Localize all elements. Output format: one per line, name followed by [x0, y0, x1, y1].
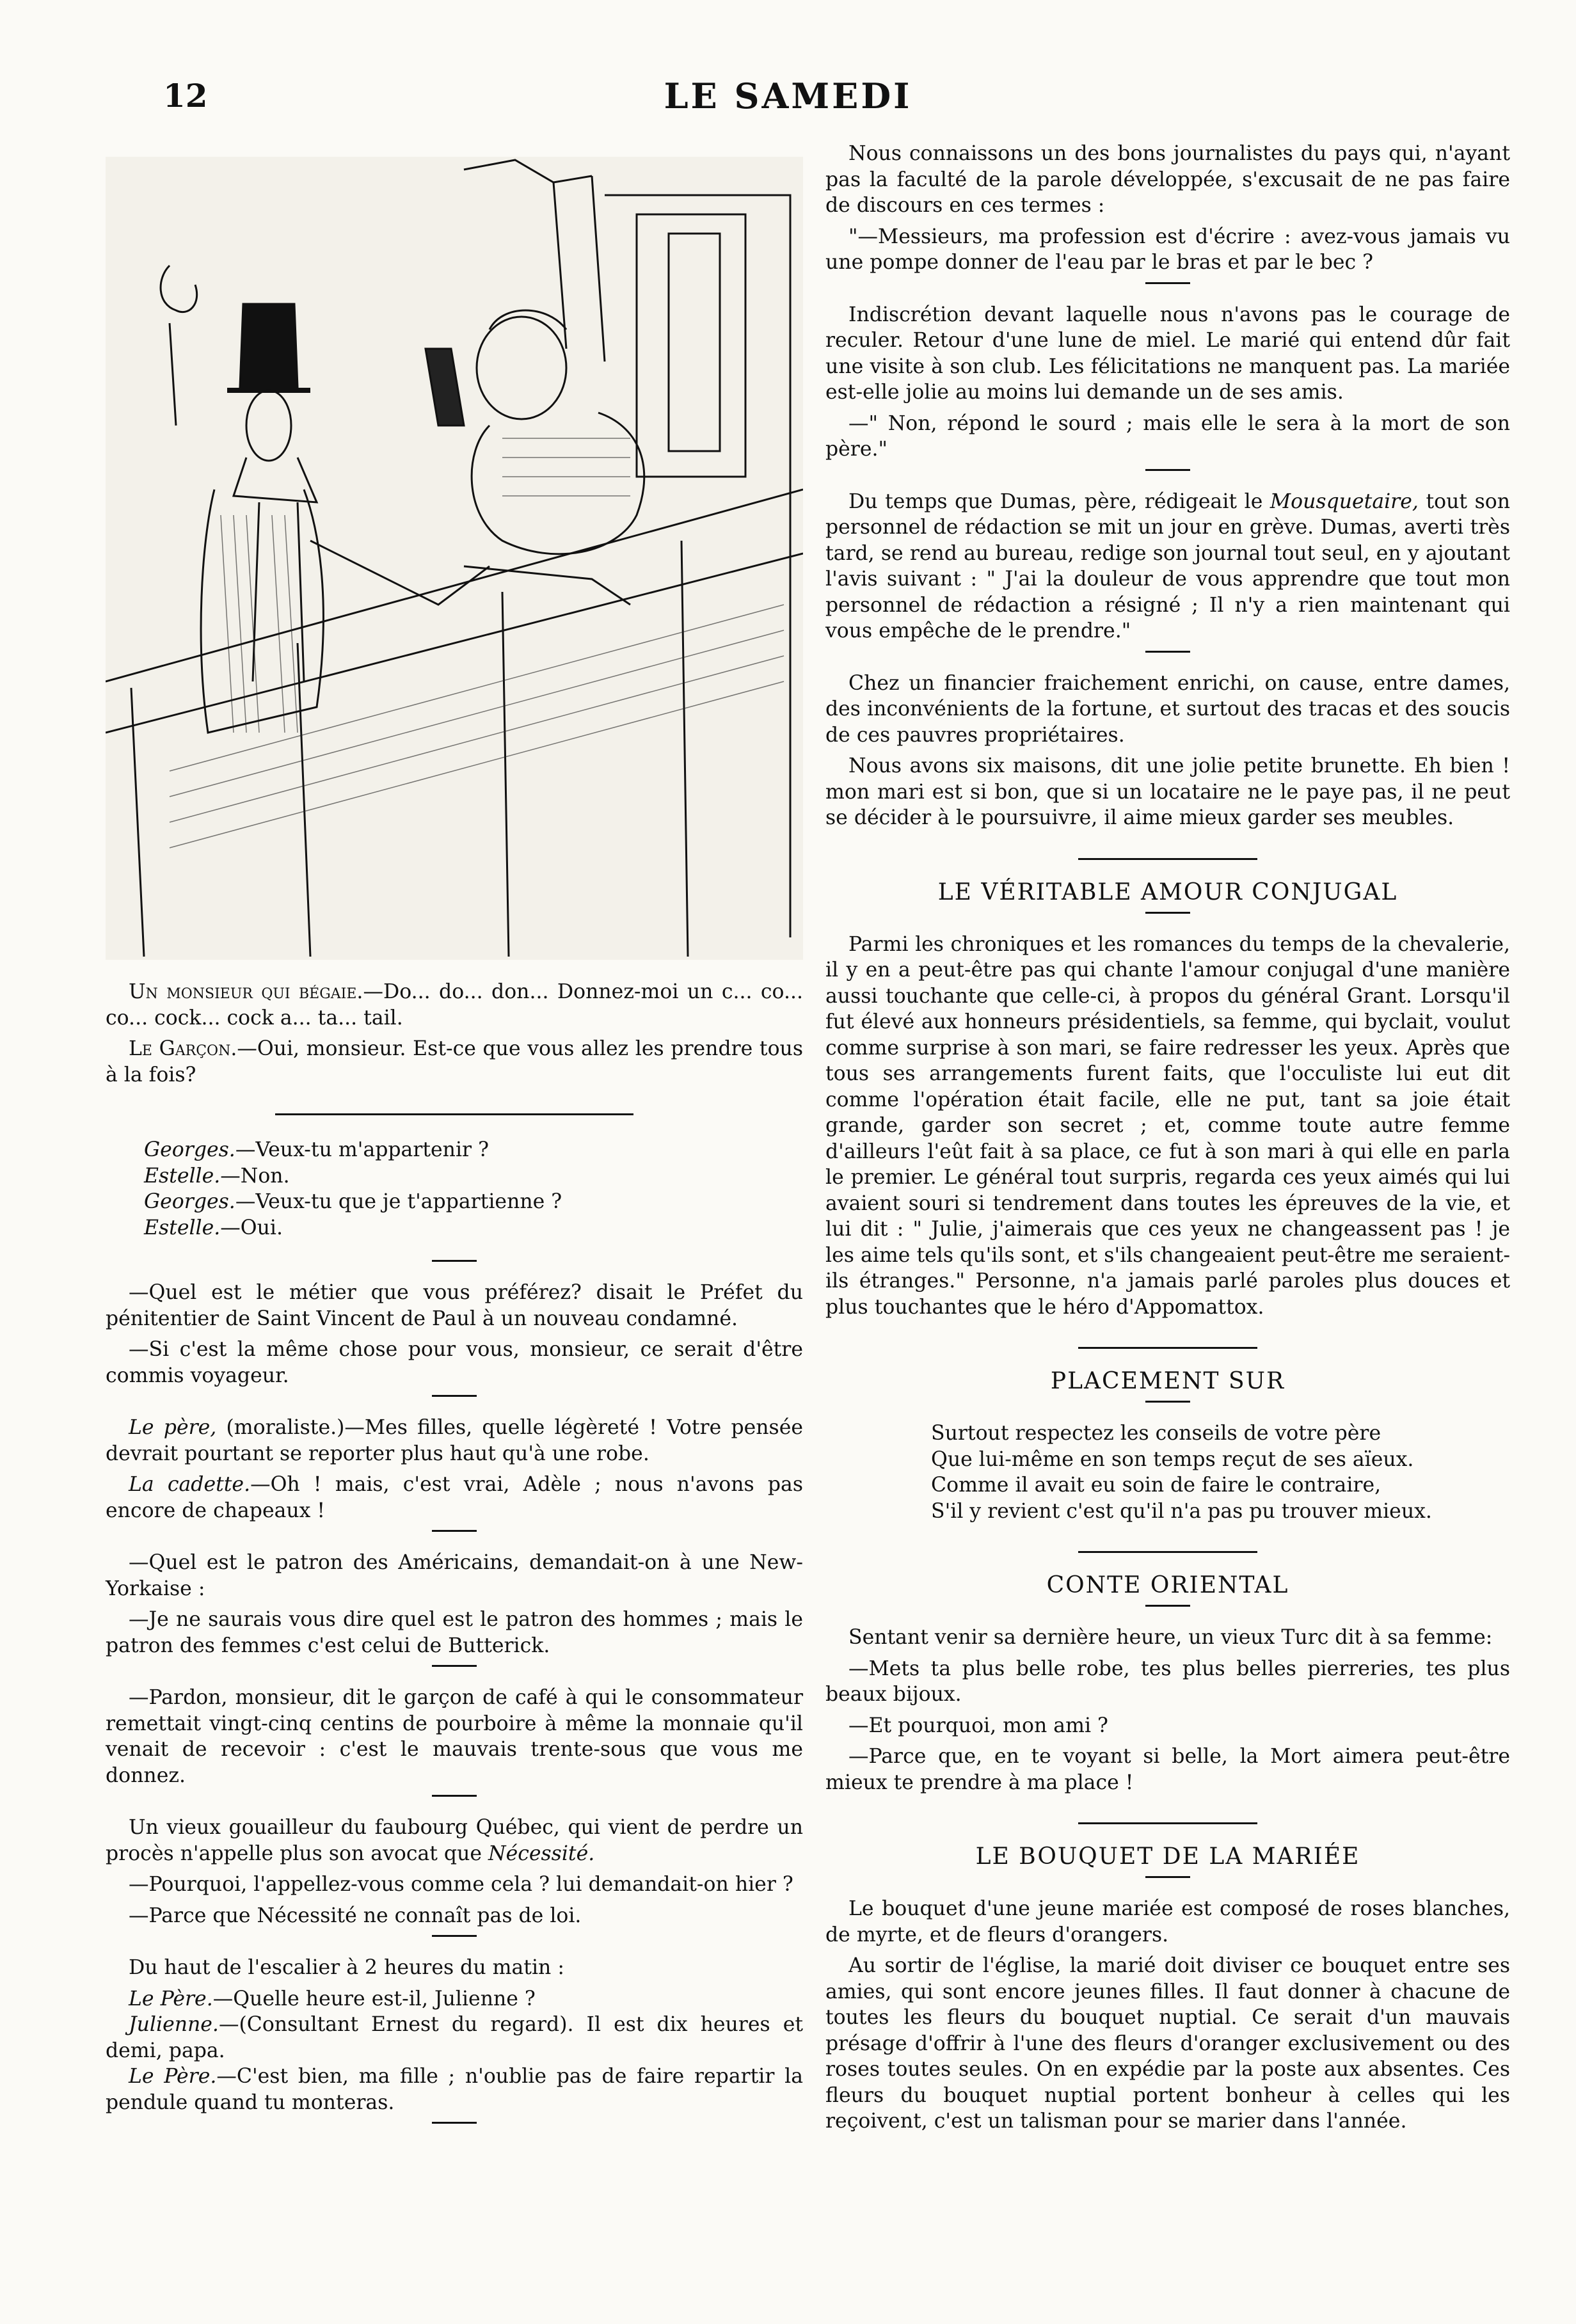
separator-rule — [1145, 282, 1190, 284]
journalistes-paragraph: Nous connaissons un des bons journalistes du pays qui, n'ayant pas la faculté de la parole développée, s'excusait de ne pas faire de discours en ces termes : — [825, 142, 1510, 217]
separator-rule — [432, 1395, 477, 1397]
financier-paragraph: Chez un financier fraichement enrichi, on cause, entre dames, des inconvénients de la fortune, et surtout des tracas et des soucis de ces pauvres propriétaires. — [825, 671, 1510, 747]
separator-rule — [432, 1795, 477, 1797]
patron-question: —Quel est le patron des Américains, demandait-on à une New-Yorkaise : — [106, 1551, 803, 1600]
separator-rule — [1078, 1347, 1257, 1349]
escalier-intro: Du haut de l'escalier à 2 heures du matin : — [129, 1956, 564, 1979]
separator-rule — [1145, 1876, 1190, 1878]
escalier-line: Julienne.—(Consultant Ernest du regard). Il est dix heures et demi, papa. — [106, 2013, 803, 2062]
caption-waiter: Le Garçon.—Oui, monsieur. Est-ce que vous allez les prendre tous à la fois? — [106, 1037, 803, 1086]
gouailleur-answer: —Parce que Nécessité ne connaît pas de loi. — [129, 1904, 582, 1927]
bouquet-paragraph: Au sortir de l'église, la marié doit diviser ce bouquet entre ses amies, qui sont encore jeunes filles. Il faut donner à chacune de toutes les fleurs du bouquet nuptial. Ce serait d'un mauvais présage d'offrir à l'une des fleurs d'oranger exclusivement ou des roses toutes seules. On en expédie par la poste aux absentes. Ces fleurs du bouquet nuptial portent bonheur à celles qui les reçoivent, c'est un talisman pour se marier dans l'année. — [825, 1954, 1510, 2133]
placement-verse: Surtout respectez les conseils de votre père Que lui-même en son temps reçut de ses aïeux. Comme il avait eu soin de faire le contraire, S'il y revient c'est qu'il n'a pas pu trouver mieux. — [931, 1422, 1432, 1523]
dialogue-georges-estelle: Georges.—Veux-tu m'appartenir ? Estelle.—Non. Georges.—Veux-tu que je t'appartienne ? Estelle.—Oui. — [144, 1138, 562, 1239]
escalier-line: Le Père.—C'est bien, ma fille ; n'oublie pas de faire repartir la pendule quand tu monteras. — [106, 2065, 803, 2114]
conte-line: —Mets ta plus belle robe, tes plus belles pierreries, tes plus beaux bijoux. — [825, 1657, 1510, 1706]
separator-rule — [1145, 651, 1190, 653]
prefet-paragraph: —Quel est le métier que vous préférez? disait le Préfet du pénitentier de Saint Vincent de Paul à un nouveau condamné. — [106, 1281, 803, 1330]
bar-scene-illustration — [106, 157, 803, 960]
amour-paragraph: Parmi les chroniques et les romances du temps de la chevalerie, il y en a peut-être pas qui chante l'amour conjugal d'une manière aussi touchante que celle-ci, à propos du général Grant. Lorsqu'il fut élevé aux honneurs présidentiels, sa femme, qui byclait, voulut comme surprise à son mari, se faire redresser les yeux. Après que tous ses arrangements furent faits, que l'occuliste lui eut dit comme l'opération était facile, elle ne put, tant sa joie était grande, garder son secret ; et, comme toute autre femme d'ailleurs l'eût fait à sa place, ce fut à son mari à qui elle en parla le premier. Le général tout surpris, regarda ces yeux aimés qui lui avaient souri si tendrement dans toutes les épreuves de la vie, et lui dit : " Julie, j'aimerais que ces yeux ne changeassent pas ! je les aime tels qu'ils sont, et s'ils changeaient peut-être me seraient-ils étranges." Personne, n'a jamais parlé paroles plus douces et plus touchantes que le héro d'Appomattox. — [825, 932, 1510, 1319]
conte-line: Sentant venir sa dernière heure, un vieux Turc dit à sa femme: — [848, 1626, 1493, 1649]
gouailleur-paragraph: Un vieux gouailleur du faubourg Québec, qui vient de perdre un procès n'appelle plus son avocat que Nécessité. — [106, 1816, 803, 1865]
separator-rule — [1078, 1822, 1257, 1824]
escalier-line: Le Père.—Quelle heure est-il, Julienne ? — [129, 1987, 536, 2010]
right-column — [825, 141, 1510, 2140]
dumas-paragraph: Du temps que Dumas, père, rédigeait le Mousquetaire, tout son personnel de rédaction se mit un jour en grève. Dumas, averti très tard, se rend au bureau, redige son journal tout seul, en y ajoutant l'avis suivant : " J'ai la douleur de vous apprendre que tout mon personnel de rédaction a résigné ; Il n'y a rien maintenant qui vous empêche de le prendre." — [825, 489, 1511, 642]
heading-conte-oriental: CONTE ORIENTAL — [1046, 1572, 1289, 1598]
patron-answer: —Je ne saurais vous dire quel est le patron des hommes ; mais le patron des femmes c'est celui de Butterick. — [106, 1608, 803, 1657]
pere-paragraph: Le père, (moraliste.)—Mes filles, quelle légèreté ! Votre pensée devrait pourtant se reporter plus haut qu'à une robe. — [106, 1416, 803, 1465]
separator-rule — [1145, 469, 1190, 471]
bouquet-paragraph: Le bouquet d'une jeune mariée est composé de roses blanches, de myrte, et de fleurs d'orangers. — [825, 1897, 1510, 1946]
separator-rule — [1145, 1605, 1190, 1607]
separator-rule — [1078, 1551, 1257, 1553]
conte-line: —Et pourquoi, mon ami ? — [848, 1714, 1108, 1737]
cadette-paragraph: La cadette.—Oh ! mais, c'est vrai, Adèle ; nous n'avons pas encore de chapeaux ! — [106, 1473, 803, 1522]
indiscretion-paragraph: Indiscrétion devant laquelle nous n'avons pas le courage de reculer. Retour d'une lune de miel. Le marié qui entend dûr fait une visite à son club. Les félicitations ne manquent pas. La mariée est-elle jolie au moins lui demande un de ses amis. — [825, 303, 1510, 404]
indiscretion-quote: —" Non, répond le sourd ; mais elle le sera à la mort de son père." — [825, 411, 1510, 461]
separator-rule — [1145, 912, 1190, 914]
heading-placement-sur: PLACEMENT SUR — [1050, 1368, 1285, 1394]
prefet-reply: —Si c'est la même chose pour vous, monsieur, ce serait d'être commis voyageur. — [106, 1338, 803, 1387]
heading-amour-conjugal: LE VÉRITABLE AMOUR CONJUGAL — [937, 879, 1398, 905]
separator-rule — [1145, 1401, 1190, 1403]
separator-rule — [432, 1935, 477, 1937]
separator-rule — [1078, 858, 1257, 860]
left-column — [106, 979, 803, 2142]
page-number: 12 — [163, 77, 208, 115]
caption-stammerer: Un monsieur qui bégaie.—Do... do... don... Donnez-moi un c... co... co... cock... cock a... ta... tail. — [106, 980, 803, 1030]
heading-bouquet-mariee: LE BOUQUET DE LA MARIÉE — [975, 1843, 1360, 1870]
separator-rule — [432, 1530, 477, 1532]
gouailleur-question: —Pourquoi, l'appellez-vous comme cela ? lui demandait-on hier ? — [129, 1873, 793, 1896]
masthead-title: LE SAMEDI — [664, 76, 912, 116]
separator-rule — [432, 1260, 477, 1262]
separator-rule — [275, 1113, 633, 1115]
conte-line: —Parce que, en te voyant si belle, la Mort aimera peut-être mieux te prendre à ma place ! — [825, 1745, 1510, 1794]
financier-quote: Nous avons six maisons, dit une jolie petite brunette. Eh bien ! mon mari est si bon, que si un locataire ne le paye pas, il ne peut se décider à le poursuivre, il aime mieux garder ses meubles. — [825, 754, 1510, 829]
garcon-paragraph: —Pardon, monsieur, dit le garçon de café à qui le consommateur remettait vingt-cinq centins de pourboire à même la monnaie qu'il venait de recevoir : c'est le mauvais trente-sous que vous me donnez. — [106, 1686, 803, 1787]
journalistes-quote: "—Messieurs, ma profession est d'écrire : avez-vous jamais vu une pompe donner de l'eau par le bras et par le bec ? — [825, 225, 1510, 274]
separator-rule — [432, 2122, 477, 2124]
separator-rule — [432, 1665, 477, 1667]
